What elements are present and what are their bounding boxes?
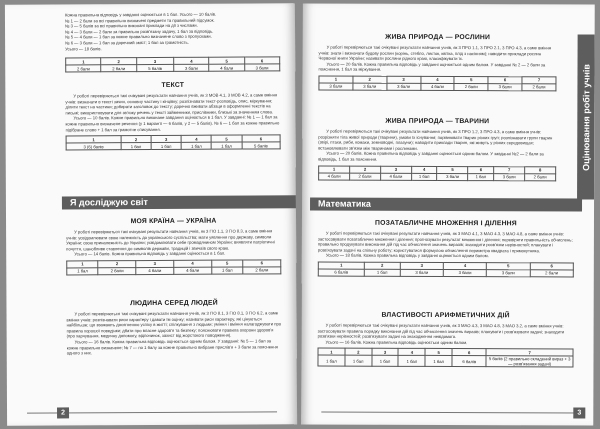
score-cell: 2 бали	[98, 268, 136, 275]
score-cell: 1 бал	[372, 356, 399, 367]
properties-section	[317, 306, 573, 370]
score-cell: 4 бали	[174, 267, 212, 274]
side-tab-label: Оцінювання робіт учнів	[580, 63, 592, 171]
score-cell: 3 бали	[353, 83, 387, 90]
intro-criteria	[65, 11, 265, 51]
score-cell: 4	[398, 349, 425, 356]
score-note: Усього — 18 балів. Кожна правильна відповідь у завданні оцінюється одним балом.	[325, 252, 489, 259]
score-cell: 1 бал	[398, 356, 425, 367]
intro-line: № 6 — 3 бали — 1 бал за доречний зміст; 1 бал за грамотність.	[65, 39, 189, 46]
score-cell: 6	[488, 77, 522, 84]
score-table-1	[65, 53, 280, 74]
score-note: Усього — 16 балів. Кожна правильна відповідь оцінюється одним балом.	[325, 339, 468, 345]
score-table-7	[317, 348, 573, 368]
score-cell: 5 балів	[136, 64, 173, 71]
score-cell: 5 балів	[242, 142, 280, 149]
score-note: Усього — 20 балів. Кожна правильна відповідь у завданні оцінюється одним балом. У завданні №2 — 2 бали за відповідь, 1 бал за пояснення.	[318, 150, 544, 162]
score-cell: 3 бали	[319, 83, 353, 90]
score-cell: 1 бал	[67, 268, 98, 275]
score-cell: 2	[101, 58, 136, 65]
score-cell: 3	[372, 349, 399, 356]
score-cell: 4 бали	[209, 64, 244, 71]
score-cell: 5	[437, 166, 468, 173]
score-cell: 2 бали	[522, 84, 556, 91]
score-cell: 1 бал	[425, 356, 452, 367]
score-cell: 3 (6) балів	[66, 143, 121, 150]
score-cell: 1	[66, 58, 101, 65]
score-cell: 1	[67, 261, 98, 268]
intro-line: № 3 — 5 балів за всі правильно виконані приклади на дії з числами.	[64, 22, 198, 29]
score-cell: 3	[400, 262, 443, 269]
score-cell: 7	[522, 77, 556, 84]
score-cell: 2	[353, 76, 387, 83]
score-cell: 3	[136, 260, 174, 267]
section-heading: МОЯ КРАЇНА — УКРАЇНА	[130, 217, 217, 226]
paragraph: У роботі перевіряються такі очікувані результати навчання учнів, як 3 ПРО 1.2, 3 ПРО 4.3, а саме вміння учнів: розрізняти тіла живої природи (тварини), умови їх існування; порівнювати тварин різних груп; розпізнавати групи тварин (звірі, птахи, риби, комахи, земноводні, плазуни); наводити приклади тварин, які живуть у різних середовищах; встановлювати зв'язки між тваринами і рослинами.	[318, 128, 553, 151]
score-cell: 2 бали	[530, 270, 573, 277]
text-section	[65, 75, 280, 152]
score-cell: 5	[487, 263, 530, 270]
intro-line: № 5 — 4 бали — 1 бал за кожне правильно визначене слово з пропусками.	[65, 34, 212, 40]
intro-line: Кожна правильна відповідь у завданні оцінюється в 1 бал. Усього — 10 балів.	[64, 11, 217, 18]
score-cell: 2	[364, 262, 400, 269]
section-heading: ЛЮДИНА СЕРЕД ЛЮДЕЙ	[130, 299, 218, 308]
score-cell: 1 бал	[211, 142, 241, 149]
score-cell: 6	[243, 260, 281, 267]
score-cell: 1	[318, 348, 345, 355]
page-number: 3	[573, 407, 585, 418]
score-cell: 1 бал	[345, 356, 372, 367]
score-cell: 5 балів (2 правильно складений вираз + 3 — розв'язання задачі)	[486, 356, 573, 367]
paragraph: У роботі перевіряються такі очікувані результати навчання учнів, як 3 ПРО 1.1, 3 ПРО 2.1, 3 ПРО 4.3, а саме вміння учнів: знати і визначати будову рослин (корінь, стебло, листок, квітка, плід з насінням); наводити приклади рослин Червоної книги України; називати рослини рідного краю, класифікувати їх.	[318, 44, 552, 62]
section-band-math: Математика	[310, 198, 582, 212]
score-cell: 3 бали	[437, 173, 468, 180]
score-cell: 4	[181, 135, 211, 142]
score-cell: 1 бал	[411, 173, 437, 180]
score-cell: 4 бали	[319, 173, 350, 180]
score-cell: 4 бали	[380, 173, 411, 180]
score-cell: 5	[211, 260, 242, 267]
score-cell: 2 бали	[66, 65, 101, 72]
score-cell: 6 балів	[452, 356, 486, 367]
paragraph: У роботі перевіряються такі очікувані результати навчання учнів, як 3 МОВ 4.1, 3 МОВ 4.2, а саме вміння учнів: визначати в тексті зачин, основну частину і кінцівку; розпізнавати текст-розповідь, опис, міркування; ділити текст на частини; добирати заголовок до тексту; доречно вживати абзаци в оформленні текстів на письмі; використовувати для зв'язку речень у тексті займенники, прислівники, близькі за значенням слова.	[65, 92, 278, 116]
score-cell: 2	[121, 136, 151, 143]
score-note: Усього — 20 балів. Кожна правильна відповідь у завданні оцінюється одним балом. У завданні № 2 — 2 бали за пояснення, 1 бал за міркування.	[318, 61, 546, 73]
score-cell: 1 бал	[212, 267, 243, 274]
score-cell: 4	[174, 260, 212, 267]
score-cell: 1 бал	[468, 173, 494, 180]
paragraph: У роботі перевіряються такі очікувані результати навчання учнів, як 3 ГІО 1.1, 3 ГІО 8.3, а саме вміння учнів: усвідомлювати свою належність до українського суспільства; мати уявлення про державу, символи України; свою приналежність до України; усвідомлювати себе громадянином України; виявляти патріотичні почуття, шанобливе ставлення до символів держави, традицій і звичаїв свого краю.	[66, 228, 275, 252]
right-page	[301, 3, 594, 425]
score-cell: 5	[211, 135, 241, 142]
score-cell: 2	[345, 349, 372, 356]
score-cell: 2	[98, 261, 136, 268]
page-number: 2	[57, 407, 69, 418]
footer-line	[321, 412, 581, 414]
section-heading: ЖИВА ПРИРОДА — ТВАРИНИ	[385, 117, 490, 126]
score-cell: 5	[454, 76, 488, 83]
left-page	[5, 3, 297, 426]
score-cell: 3 бали	[174, 64, 209, 71]
score-cell: 6	[468, 166, 494, 173]
paragraph: У роботі перевіряються такі очікувані результати навчання учнів, як 3 МАО 4.3, 3 МАО 4.8, 3 МАО 3.2, а саме вміння учнів: застосовувати правила порядку виконання дій під час обчислення значень виразів; планувати і розв'язувати задачі; знаходити розв'язки нерівностей; розв'язувати задачі на знаходження невідомого.	[317, 322, 565, 340]
section-heading: ТЕКСТ	[161, 81, 185, 89]
score-cell: 8	[525, 166, 556, 173]
score-cell: 3 бали	[487, 270, 530, 277]
score-cell: 1	[318, 262, 364, 269]
score-cell: 4	[443, 262, 486, 269]
score-note: Усього — 16 балів. Кожна правильна відповідь оцінюється одним балом. У завданні: № 5 — 1 бал за кожне правильно визначене; № 7 — по 1 балу за кожне правильно вибране прислів'я + 3 бали за пояснення одного з них.	[66, 338, 278, 356]
score-cell: 1 бал	[151, 142, 181, 149]
people-section	[66, 293, 281, 356]
score-cell: 4 бали	[420, 83, 454, 90]
score-cell: 3 бали	[494, 173, 525, 180]
intro-line: № 1 — 2 бали за всі правильно визначені предмети та правильний підсумок.	[64, 17, 215, 24]
score-cell: 4	[174, 57, 209, 64]
score-cell: 4 бали	[136, 267, 174, 274]
section-heading: ЖИВА ПРИРОДА — РОСЛИНИ	[385, 33, 491, 42]
score-cell: 6	[530, 263, 573, 270]
score-cell: 2 бали	[525, 173, 556, 180]
score-cell: 6	[452, 349, 486, 356]
score-cell: 2 бали	[350, 173, 381, 180]
score-table-5	[318, 165, 556, 181]
score-cell: 3	[136, 57, 173, 64]
score-cell: 3	[151, 135, 181, 142]
score-cell: 3 бали	[244, 64, 279, 71]
score-cell: 1	[319, 76, 353, 83]
animals-section	[318, 112, 556, 183]
side-tab	[577, 34, 595, 199]
score-cell: 3 бали	[387, 83, 421, 90]
paragraph: У роботі перевіряються такі очікувані результати навчання учнів, як 3 МАО 4.1, 3 МАО 4.3, 3 МАО 4.8, а саме вміння учнів: застосовувати позатабличне множення і ділення; прогнозувати результат множення і ділення; перевіряти правильність обчислень; правильно продукувати виконання дій під час обчислення значень виразів; знаходити розв'язки нерівностей; планувати і розв'язувати задачі на спільну роботу; користуватися формулою обчислення периметра квадрата і прямокутника.	[317, 230, 573, 254]
section-heading: ВЛАСТИВОСТІ АРИФМЕТИЧНИХ ДІЙ	[381, 311, 510, 320]
score-cell: 3 бали	[488, 84, 522, 91]
score-table-3	[66, 259, 281, 275]
score-table-6	[318, 262, 574, 278]
score-cell: 3 бали	[443, 269, 486, 276]
score-cell: 4	[420, 76, 454, 83]
score-cell: 1	[66, 136, 121, 143]
score-cell: 3	[387, 76, 421, 83]
score-cell: 6 балів	[318, 269, 364, 276]
score-table-4	[318, 76, 556, 92]
plants-section	[318, 28, 556, 94]
ukraine-section	[66, 211, 281, 277]
score-cell: 1 бал	[121, 143, 151, 150]
multiplication-section	[318, 214, 574, 280]
score-cell: 1 бал	[181, 142, 211, 149]
score-table-2	[66, 134, 281, 150]
score-cell: 7	[494, 166, 525, 173]
score-cell: 6	[242, 135, 280, 142]
score-cell: 3	[380, 166, 411, 173]
score-cell: 5	[425, 349, 452, 356]
intro-line: Усього — 18 балів.	[65, 45, 102, 52]
score-cell: 5	[209, 57, 244, 64]
score-cell: 1	[319, 166, 350, 173]
score-note: Усього — 10 балів. Кожне правильно виконане завдання оцінюється в 1 бал. У завданні: № 1 — 1 бал за кожне правильно визначене речення (у 1 варіанті — 6 балів, у 2 — 5 балів). № 6 — 1 бал за кожне правильно підібране слово + 1 бал за грамотне списування.	[65, 114, 280, 133]
score-note: Усього — 14 балів. Кожна правильна відповідь у завданні оцінюється в 1 бал.	[74, 250, 226, 257]
intro-line: № 4 — 3 бали — 2 бали за правильно розв'язану задачу, 1 бал за відповідь.	[65, 28, 214, 35]
score-cell: 1 бал	[364, 269, 400, 276]
section-band-world: Я досліджую світ	[62, 195, 296, 209]
score-cell: 1 бал	[318, 355, 345, 366]
score-cell: 6	[244, 57, 279, 64]
score-cell: 2 бали	[454, 83, 488, 90]
section-heading: ПОЗАТАБЛИЧНЕ МНОЖЕННЯ І ДІЛЕННЯ	[375, 219, 517, 228]
paragraph: У роботі перевіряються такі очікувані результати навчання учнів, як 3 ГІО 8.1, 3 ГІО 8.1, 3 ГІО 6.2, а саме вміння учнів: розпізнавати риси характеру і давати їм оцінку; називати риси характеру, які цінуються найбільше; що зважають досягненню успіху в житті; спілкування з людьми; уміння і вміння налагоджувати про правила хорошої поведінки; дбати про власне здоров'я та безпеку; пояснювати правила охорони здоров'я (про харчування, медичну допомогу, відпочинок, захист від жорстокого поводження).	[66, 310, 282, 339]
score-cell: 3 бали	[400, 269, 443, 276]
score-cell: 2 бали	[243, 267, 281, 274]
score-cell: 2 бали	[101, 65, 136, 72]
score-cell: 7	[486, 349, 573, 356]
score-cell: 4	[411, 166, 437, 173]
score-cell: 2	[350, 166, 381, 173]
